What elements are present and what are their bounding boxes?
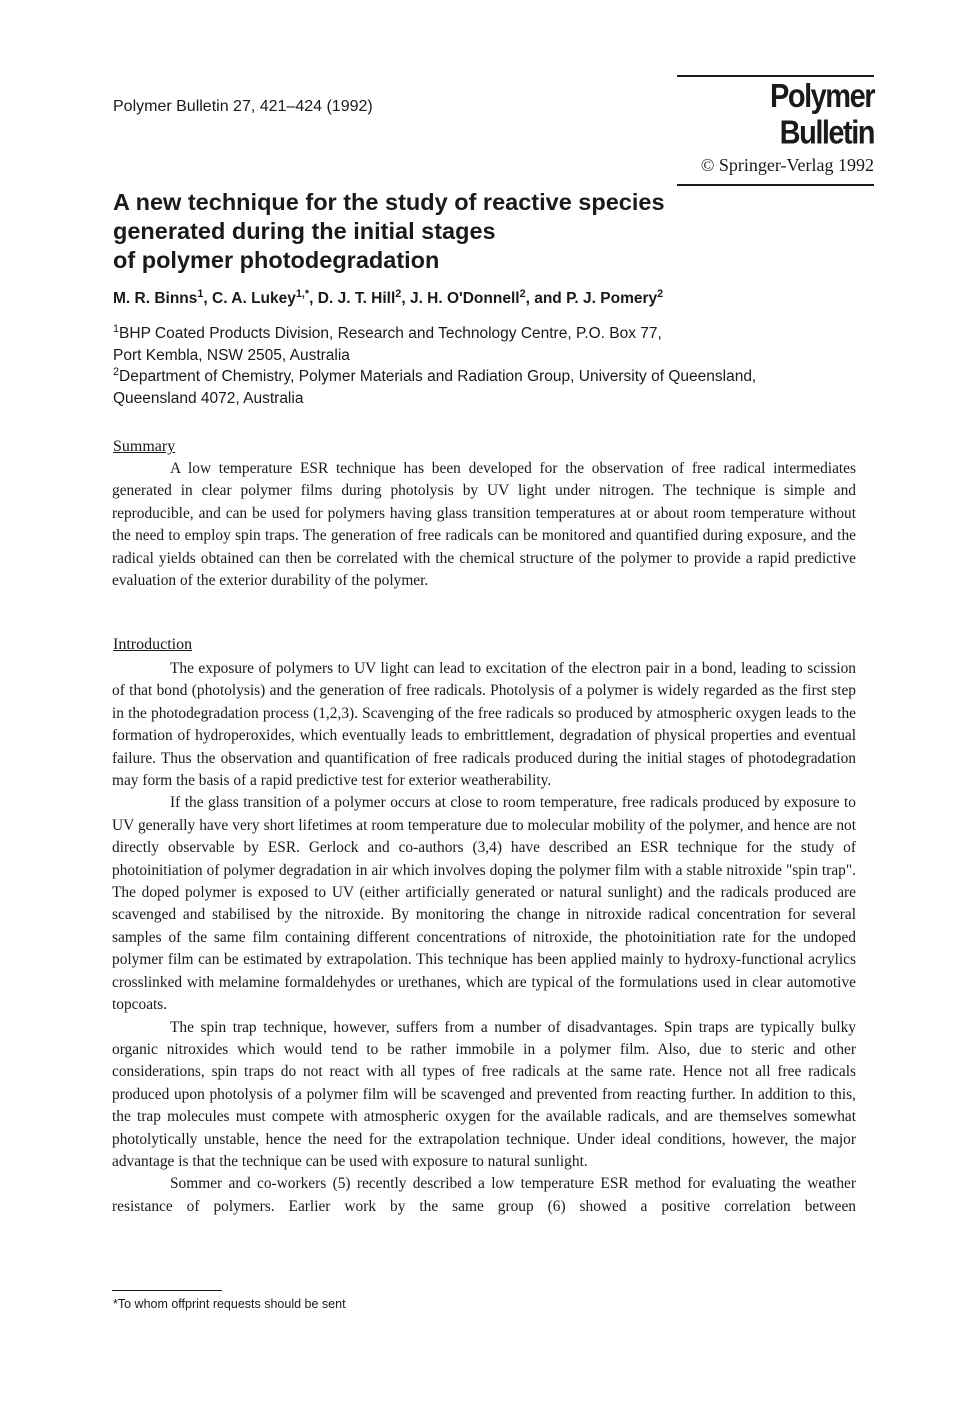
introduction-section xyxy=(112,658,856,1218)
author-list xyxy=(113,287,664,308)
summary-heading: Summary xyxy=(113,438,176,455)
journal-name: Polymer Bulletin xyxy=(770,78,874,152)
author-separator: , xyxy=(203,290,213,307)
title-line: of polymer photodegradation xyxy=(113,247,440,273)
author-affil-mark: 1 xyxy=(197,287,204,300)
affiliation-line xyxy=(113,323,873,345)
author-name: C. A. Lukey xyxy=(212,290,296,307)
affiliations xyxy=(113,323,873,409)
journal-citation: Polymer Bulletin 27, 421–424 (1992) xyxy=(113,98,373,115)
affiliation-line xyxy=(113,388,873,410)
author-name: M. R. Binns xyxy=(113,290,198,307)
journal-masthead xyxy=(677,75,874,186)
author-name: J. H. O'Donnell xyxy=(409,290,520,307)
body-paragraph: If the glass transition of a polymer occurs at close to room temperature, free radicals produced by exposure to UV generally have very short lifetimes at room temperature due to molecular mobility of the polymer, and hence are not directly observable by ESR. Gerlock and co-authors (3,4) have described an ESR technique for the study of photoinitiation of polymer degradation in air which involves doping the polymer film with a stable nitroxide "spin trap". The doped polymer is exposed to UV (either artificially generated or natural sunlight) and the radicals produced are scavenged and stabilised by the nitroxide. By monitoring the change in nitroxide radical concentration for several samples of the same film containing different concentrations of nitroxide, the photoinitiation rate for the undoped polymer film can be estimated by extrapolation. This technique has been applied mainly to hydroxy-functional acrylics crosslinked with melamine formaldehydes or urethanes, which are typical of the formulations used in clear automotive topcoats. xyxy=(112,794,856,1014)
footnote: *To whom offprint requests should be sent xyxy=(113,1297,346,1311)
affiliation-text: Queensland 4072, Australia xyxy=(113,389,304,407)
article-title xyxy=(113,188,753,275)
author-separator: , xyxy=(309,290,318,307)
masthead-top-rule xyxy=(677,75,874,77)
affiliation-text: BHP Coated Products Division, Research and Technology Centre, P.O. Box 77, xyxy=(119,325,662,342)
author-affil-mark: 2 xyxy=(519,287,526,300)
affiliation-line xyxy=(113,345,873,367)
footnote-rule xyxy=(112,1290,222,1291)
summary-section xyxy=(112,458,856,592)
copyright: © Springer-Verlag 1992 xyxy=(700,155,874,175)
body-paragraph: Sommer and co-workers (5) recently described a low temperature ESR method for evaluating the weather resistance of polymers. Earlier work by the same group (6) showed a positive correlation between xyxy=(112,1175,856,1215)
masthead-bottom-rule xyxy=(677,184,874,186)
affiliation-text: Port Kembla, NSW 2505, Australia xyxy=(113,346,350,364)
affiliation-text: Department of Chemistry, Polymer Materials and Radiation Group, University of Queensland, xyxy=(119,368,757,385)
author-affil-mark: 1,* xyxy=(295,287,310,300)
summary-paragraph: A low temperature ESR technique has been developed for the observation of free radical intermediates generated in clear polymer films during photolysis by UV light under nitrogen. The technique is simple and reproducible, and can be used for polymers having glass transition temperatures at or about room temperature without the need to employ spin traps. The generation of free radicals can be monitored and quantified during exposure, and the radical yields obtained can then be correlated with the chemical structure of the polymer to provide a rapid predictive evaluation of the exterior durability of the polymer. xyxy=(112,460,856,590)
affiliation-line xyxy=(113,366,873,388)
author-separator: , and xyxy=(525,290,567,307)
affiliation-mark: 1 xyxy=(113,322,120,335)
affiliation-mark: 2 xyxy=(113,365,120,378)
author-separator: , xyxy=(401,290,410,307)
author-affil-mark: 2 xyxy=(395,287,402,300)
body-paragraph: The spin trap technique, however, suffers from a number of disadvantages. Spin traps are typically bulky organic nitroxides which would tend to be rather immobile in a polymer film. Also, due to steric and other considerations, spin traps do not react with all types of free radicals at the same rate. Hence not all free radicals produced upon photolysis of a polymer film will be scavenged and prevented from reacting further. In addition to this, the trap molecules must compete with atmospheric oxygen for the available radicals, and are themselves somewhat photolytically unstable, hence the need for the extrapolation technique. Under ideal conditions, however, the major advantage is that the technique can be used with exposure to natural sunlight. xyxy=(112,1018,856,1170)
author-name: D. J. T. Hill xyxy=(317,290,396,307)
body-paragraph: The exposure of polymers to UV light can lead to excitation of the electron pair in a bond, leading to scission of that bond (photolysis) and the generation of free radicals. Photolysis of a polymer is widely regarded as the first step in the photodegradation process (1,2,3). Scavenging of the free radicals so produced by atmospheric oxygen leads to the formation of hydroperoxides, which eventually leads to embrittlement, degradation of physical properties and eventual failure. Thus the observation and quantification of free radicals produced during the initial stages of photodegradation may form the basis of a rapid predictive test for exterior weatherability. xyxy=(112,660,856,790)
author-name: P. J. Pomery xyxy=(566,290,658,307)
title-line: A new technique for the study of reactive species xyxy=(113,189,665,215)
author-affil-mark: 2 xyxy=(657,287,664,300)
title-line: generated during the initial stages xyxy=(113,218,496,244)
introduction-heading: Introduction xyxy=(113,636,193,653)
